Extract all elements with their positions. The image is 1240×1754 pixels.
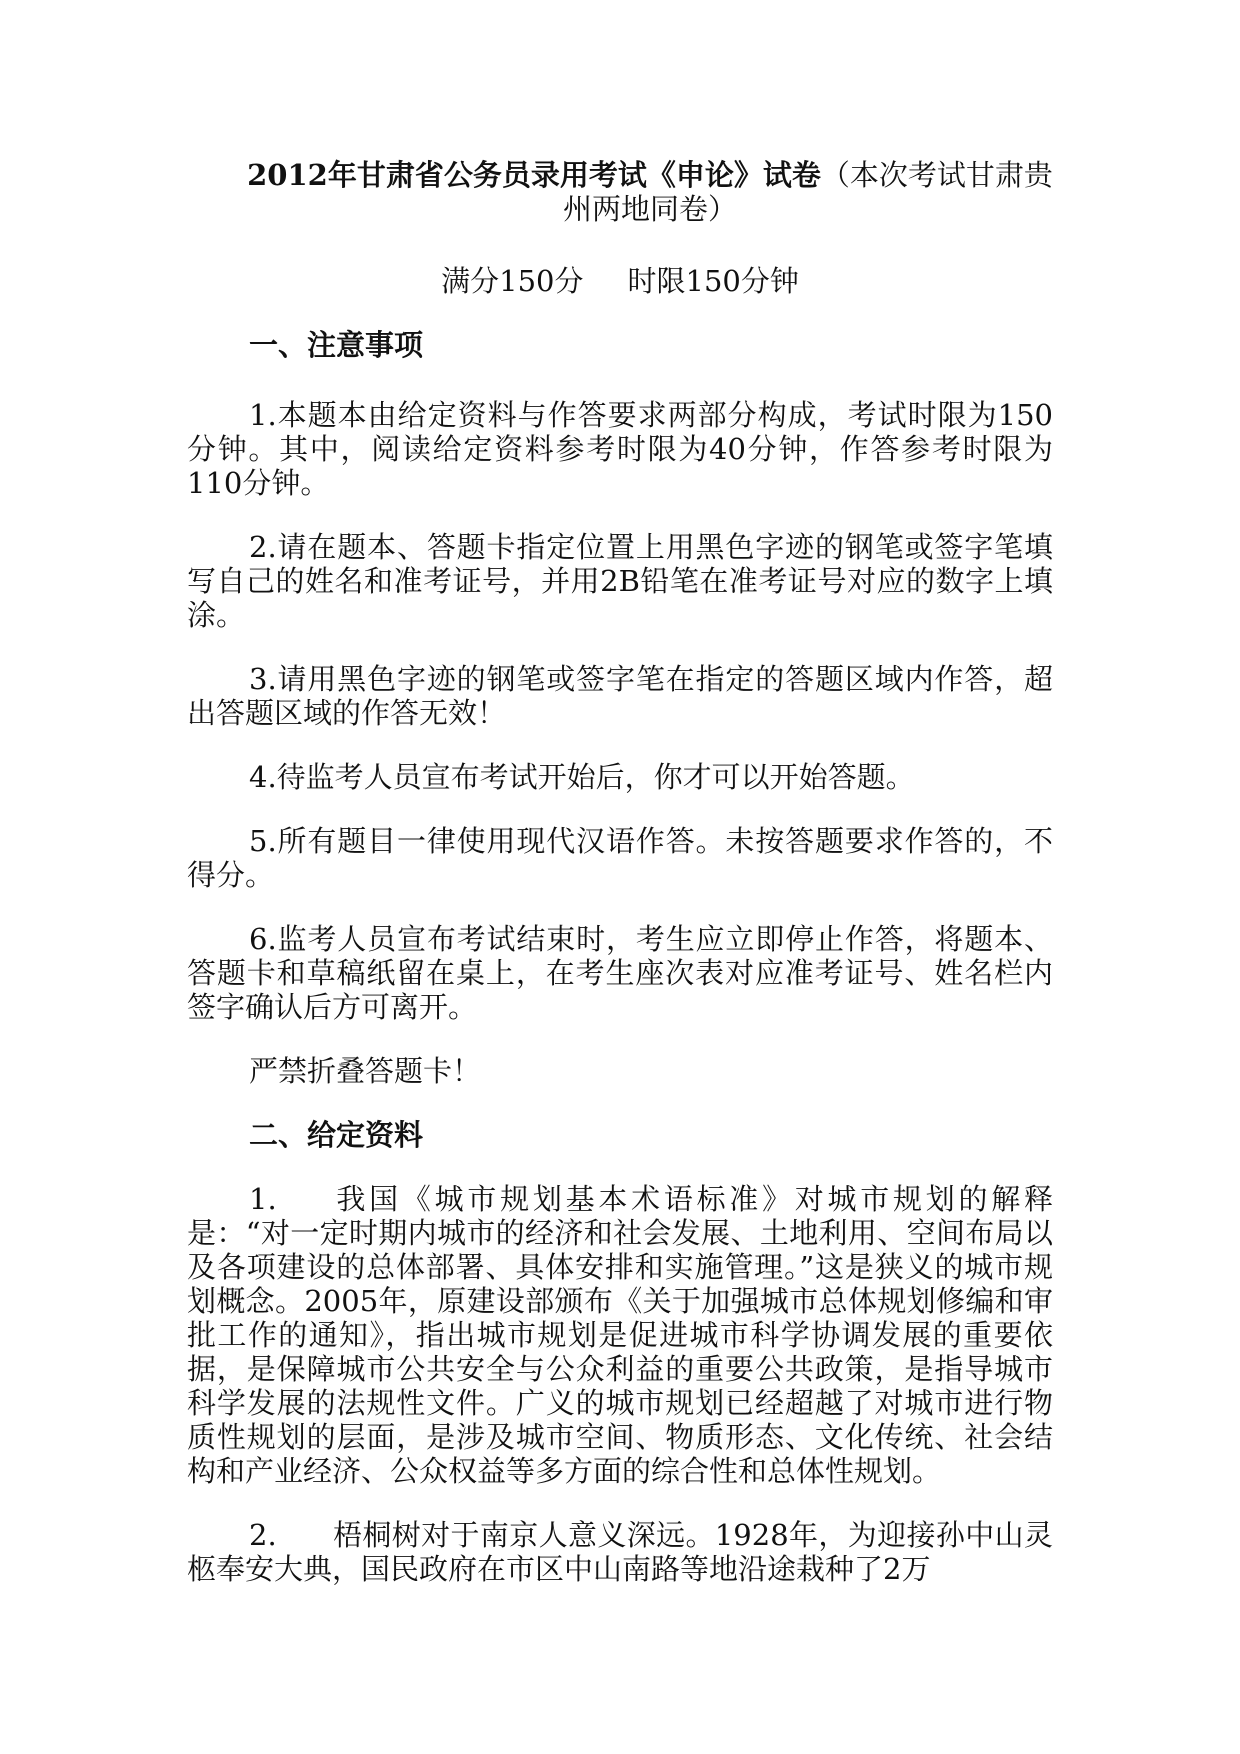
title-main: 2012年甘肃省公务员录用考试《申论》试卷 bbox=[247, 158, 821, 192]
material-text: 我国《城市规划基本术语标准》对城市规划的解释是：“对一定时期内城市的经济和社会发展、土地利用、空间布局以及各项建设的总体部署、具体安排和实施管理。”这是狭义的城市规划概念。2005年，原建设部颁布《关于加强城市总体规划修编和审批工作的通知》，指出城市规划是促进城市科学协调发展的重要依据，是保障城市公共安全与公众利益的重要公共政策，是指导城市科学发展的法规性文件。广义的城市规划已经超越了对城市进行物质性规划的层面，是涉及城市空间、物质形态、文化传统、社会结构和产业经济、公众权益等多方面的综合性和总体性规划。 bbox=[187, 1182, 1053, 1488]
material-item bbox=[187, 1182, 1053, 1488]
material-number: 2. bbox=[249, 1518, 277, 1552]
instruction-item: 4.待监考人员宣布考试开始后，你才可以开始答题。 bbox=[249, 760, 915, 794]
instruction-item: 3.请用黑色字迹的钢笔或签字笔在指定的答题区域内作答，超出答题区域的作答无效！ bbox=[187, 662, 1053, 730]
score-and-time bbox=[187, 264, 1053, 298]
no-fold-notice: 严禁折叠答题卡！ bbox=[249, 1054, 482, 1088]
document-title bbox=[187, 158, 1053, 226]
section-heading-instructions: 一、注意事项 bbox=[249, 328, 424, 362]
material-text: 梧桐树对于南京人意义深远。1928年，为迎接孙中山灵柩奉安大典，国民政府在市区中山南路等地沿途栽种了2万 bbox=[187, 1518, 1053, 1586]
material-item bbox=[187, 1518, 1053, 1586]
material-number: 1. bbox=[249, 1182, 277, 1216]
full-score: 满分150分 bbox=[441, 264, 584, 298]
instruction-item: 5.所有题目一律使用现代汉语作答。未按答题要求作答的，不得分。 bbox=[187, 824, 1053, 892]
instruction-item: 1.本题本由给定资料与作答要求两部分构成，考试时限为150分钟。其中，阅读给定资料参考时限为40分钟，作答参考时限为110分钟。 bbox=[187, 398, 1053, 500]
instruction-item: 2.请在题本、答题卡指定位置上用黑色字迹的钢笔或签字笔填写自己的姓名和准考证号，并用2B铅笔在准考证号对应的数字上填涂。 bbox=[187, 530, 1053, 632]
section-heading-materials: 二、给定资料 bbox=[249, 1118, 424, 1152]
title-note: （本次考试甘肃贵州两地同卷） bbox=[562, 158, 1053, 226]
instruction-item: 6.监考人员宣布考试结束时，考生应立即停止作答，将题本、答题卡和草稿纸留在桌上，在考生座次表对应准考证号、姓名栏内签字确认后方可离开。 bbox=[187, 922, 1053, 1024]
time-limit: 时限150分钟 bbox=[627, 264, 799, 298]
